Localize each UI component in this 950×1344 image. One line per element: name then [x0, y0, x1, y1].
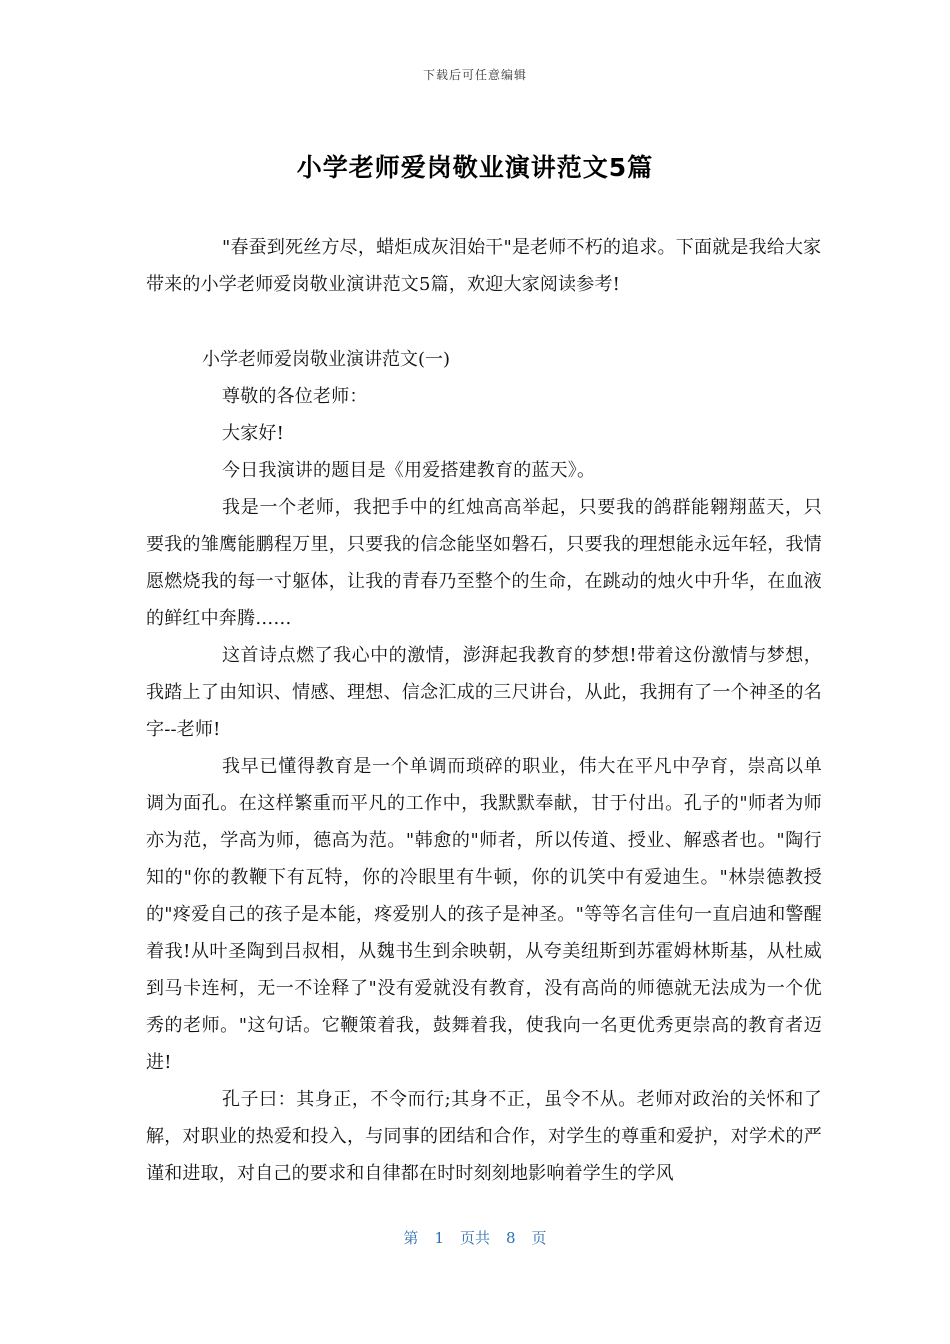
salutation-paragraph: 尊敬的各位老师： — [222, 386, 368, 407]
speech-content — [146, 378, 822, 1192]
body-paragraph: 我早已懂得教育是一个单调而琐碎的职业，伟大在平凡中孕育，崇高以单调为面孔。在这样繁重而平凡的工作中，我默默奉献，甘于付出。孔子的"师者为师亦为范，学高为师，德高为范。"韩愈的"师者，所以传道、授业、解惑者也。"陶行知的"你的教鞭下有瓦特，你的冷眼里有牛顿，你的讥笑中有爱迪生。"林崇德教授的"疼爱自己的孩子是本能，疼爱别人的孩子是神圣。"等等名言佳句一直启迪和警醒着我!从叶圣陶到吕叔相，从魏书生到余映朝，从夸美纽斯到苏霍姆林斯基，从杜威到马卡连柯，无一不诠释了"没有爱就没有教育，没有高尚的师德就无法成为一个优秀的老师。"这句话。它鞭策着我，鼓舞着我，使我向一名更优秀更崇高的教育者迈进! — [146, 756, 822, 1073]
total-pages-number: 8 — [506, 1229, 516, 1247]
greeting-paragraph: 大家好! — [222, 423, 285, 444]
intro-block — [146, 229, 822, 303]
page-label-prefix: 第 — [403, 1229, 419, 1247]
page-footer — [0, 1227, 950, 1248]
topic-paragraph: 今日我演讲的题目是《用爱搭建教育的蓝天》。 — [222, 460, 596, 481]
page-label-suffix: 页 — [531, 1229, 547, 1247]
intro-paragraph: "春蚕到死丝方尽，蜡炬成灰泪始干"是老师不朽的追求。下面就是我给大家带来的小学老师爱岗敬业演讲范文5篇，欢迎大家阅读参考! — [146, 237, 822, 295]
current-page-number: 1 — [434, 1229, 444, 1247]
document-title: 小学老师爱岗敬业演讲范文5篇 — [296, 153, 654, 182]
header-note: 下载后可任意编辑 — [422, 68, 527, 82]
section-heading: 小学老师爱岗敬业演讲范文(一) — [202, 349, 451, 370]
body-paragraph: 孔子曰：其身正，不令而行;其身不正，虽令不从。老师对政治的关怀和了解，对职业的热爱和投入，与同事的团结和合作，对学生的尊重和爱护，对学术的严谨和进取，对自己的要求和自律都在时时刻刻地影响着学生的学风 — [146, 1089, 822, 1184]
page-label-mid: 页共 — [459, 1229, 490, 1247]
body-paragraph: 这首诗点燃了我心中的激情，澎湃起我教育的梦想!带着这份激情与梦想，我踏上了由知识、情感、理想、信念汇成的三尺讲台，从此，我拥有了一个神圣的名字--老师! — [146, 645, 822, 740]
body-paragraph: 我是一个老师，我把手中的红烛高高举起，只要我的鸽群能翱翔蓝天，只要我的雏鹰能鹏程万里，只要我的信念能坚如磐石，只要我的理想能永远年轻，我情愿燃烧我的每一寸躯体，让我的青春乃至整个的生命，在跳动的烛火中升华，在血液的鲜红中奔腾…… — [146, 497, 822, 629]
